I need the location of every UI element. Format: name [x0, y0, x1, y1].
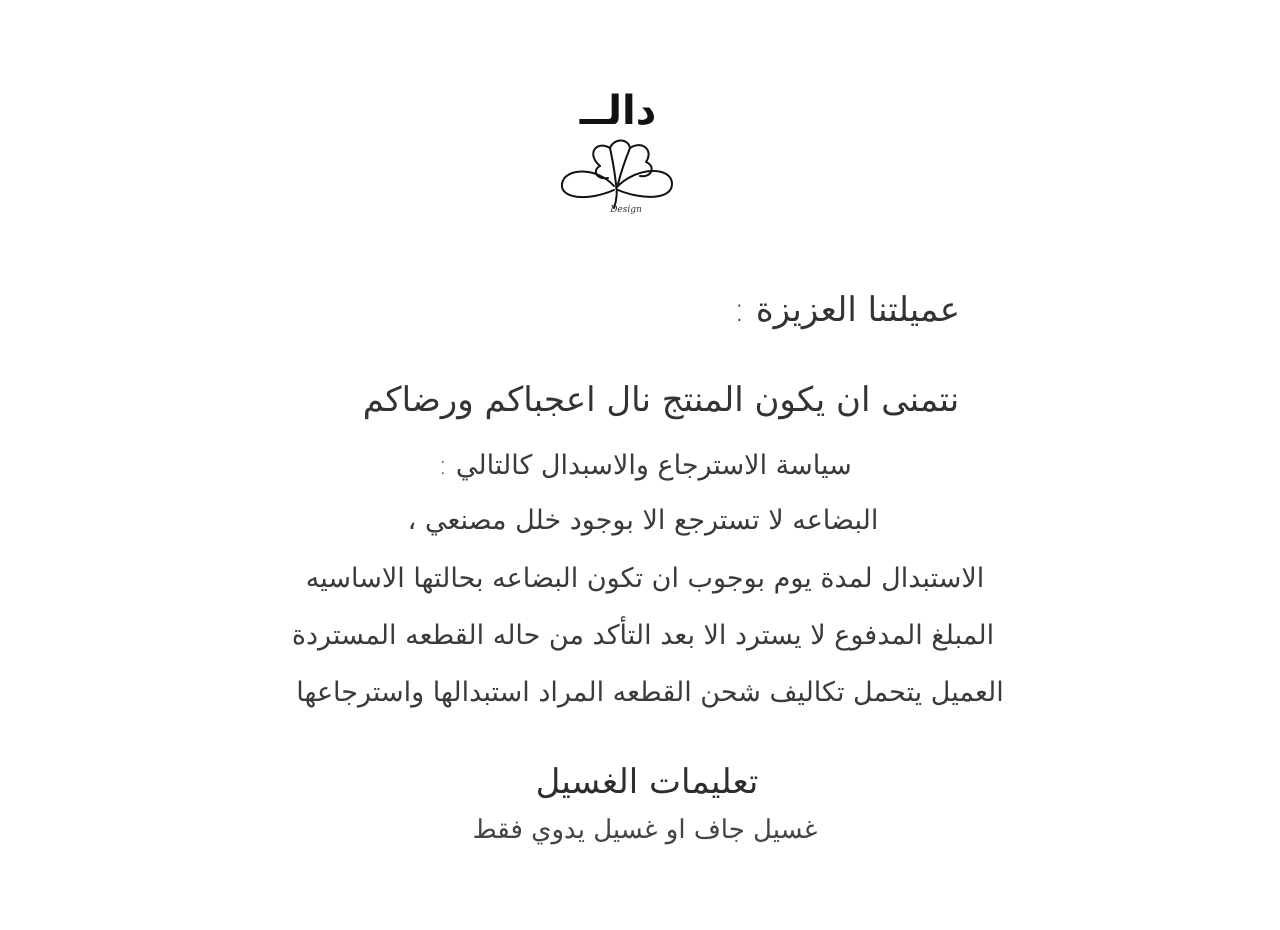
brand-logo	[548, 90, 688, 225]
greeting-heading: عميلتنا العزيزة :	[733, 290, 960, 330]
policy-line: الاستبدال لمدة يوم بوجوب ان تكون البضاعه بحالتها الاساسيه	[305, 563, 985, 594]
policy-title: سياسة الاسترجاع والاسبدال كالتالي :	[438, 450, 852, 481]
wish-text: نتمنى ان يكون المنتج نال اعجباكم ورضاكم	[362, 380, 960, 420]
policy-line: العميل يتحمل تكاليف شحن القطعه المراد استبدالها واسترجاعها	[296, 677, 1004, 708]
logo-tagline: Design	[610, 205, 642, 215]
washing-title: تعليمات الغسيل	[535, 762, 759, 802]
policy-line: البضاعه لا تسترجع الا بوجود خلل مصنعي ،	[407, 505, 879, 536]
policy-line: المبلغ المدفوع لا يسترد الا بعد التأكد من حاله القطعه المستردة	[291, 620, 995, 651]
flower-icon	[556, 136, 680, 226]
washing-instructions: غسيل جاف او غسيل يدوي فقط	[472, 815, 818, 845]
logo-wordmark: دالــ	[579, 88, 657, 134]
